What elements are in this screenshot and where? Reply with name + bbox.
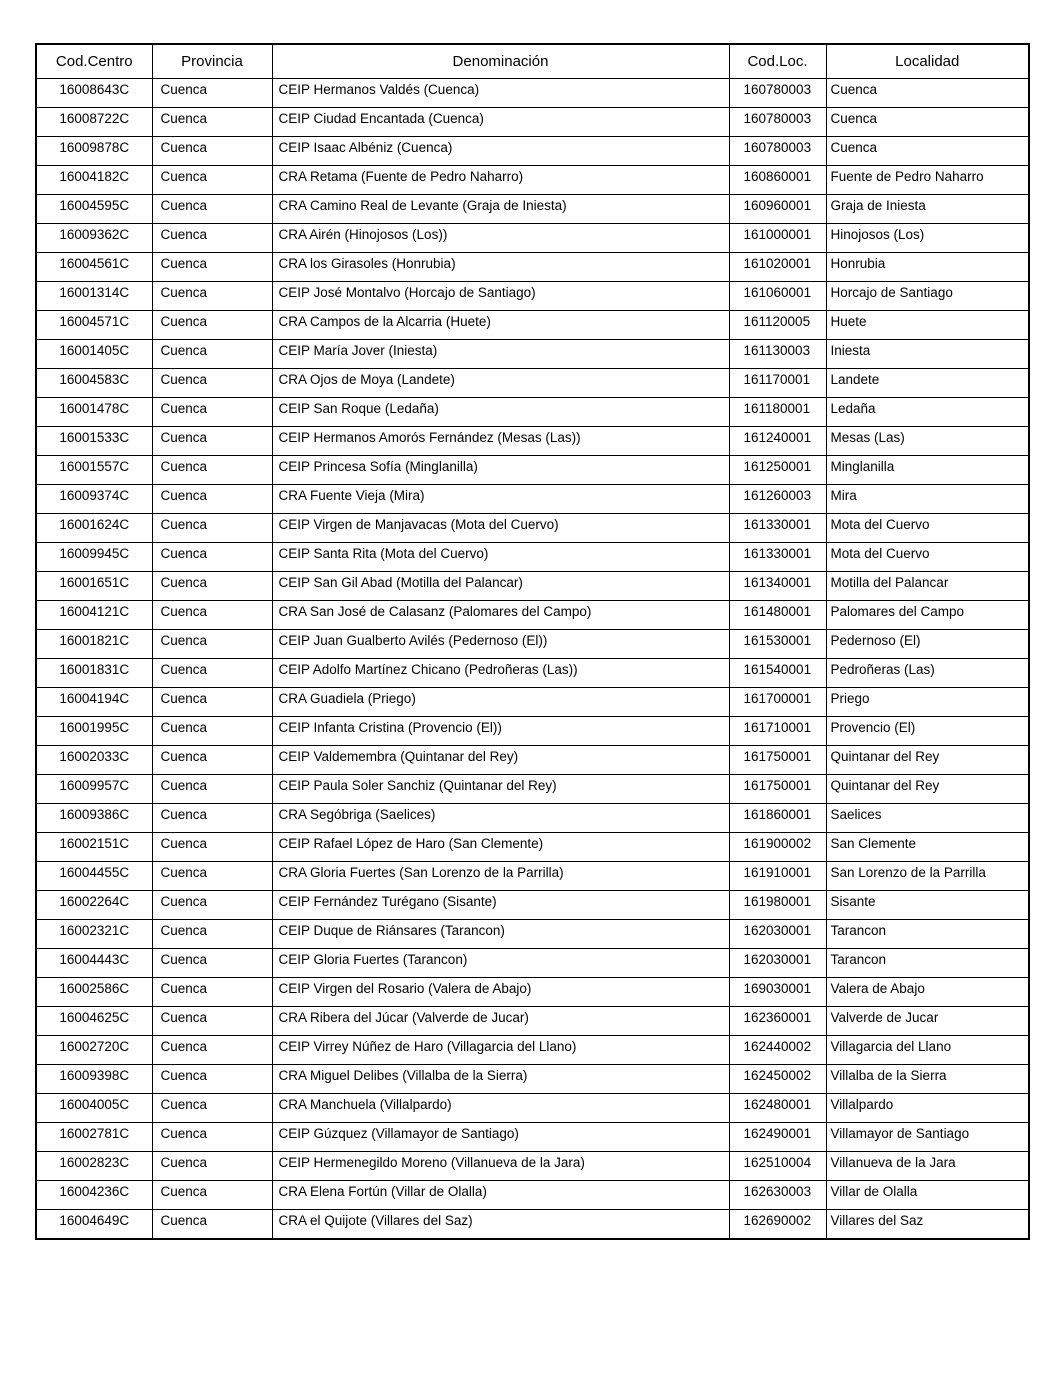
cell-denominacion: CEIP Gloria Fuertes (Tarancon): [272, 949, 729, 978]
cell-localidad: Palomares del Campo: [826, 601, 1029, 630]
cell-cod-loc: 161710001: [729, 717, 826, 746]
cell-localidad: Mota del Cuervo: [826, 514, 1029, 543]
cell-denominacion: CRA Campos de la Alcarria (Huete): [272, 311, 729, 340]
cell-denominacion: CEIP Hermanos Amorós Fernández (Mesas (Las)): [272, 427, 729, 456]
cell-provincia: Cuenca: [152, 572, 272, 601]
cell-localidad: Huete: [826, 311, 1029, 340]
cell-localidad: Fuente de Pedro Naharro: [826, 166, 1029, 195]
table-row: [36, 891, 1029, 920]
table-row: [36, 166, 1029, 195]
table-row: [36, 659, 1029, 688]
table-row: [36, 1094, 1029, 1123]
cell-provincia: Cuenca: [152, 108, 272, 137]
cell-cod-centro: 16001651C: [36, 572, 152, 601]
cell-provincia: Cuenca: [152, 833, 272, 862]
cell-cod-loc: 162030001: [729, 920, 826, 949]
cell-localidad: Priego: [826, 688, 1029, 717]
cell-provincia: Cuenca: [152, 920, 272, 949]
cell-cod-loc: 161330001: [729, 543, 826, 572]
table-header: [36, 44, 1029, 79]
cell-cod-centro: 16009386C: [36, 804, 152, 833]
cell-cod-centro: 16001995C: [36, 717, 152, 746]
cell-localidad: Mesas (Las): [826, 427, 1029, 456]
cell-denominacion: CEIP Juan Gualberto Avilés (Pedernoso (El)): [272, 630, 729, 659]
cell-localidad: Tarancon: [826, 920, 1029, 949]
table-row: [36, 514, 1029, 543]
cell-cod-loc: 161480001: [729, 601, 826, 630]
cell-localidad: Tarancon: [826, 949, 1029, 978]
cell-cod-centro: 16002823C: [36, 1152, 152, 1181]
cell-localidad: Pedernoso (El): [826, 630, 1029, 659]
cell-denominacion: CRA Camino Real de Levante (Graja de Iniesta): [272, 195, 729, 224]
table-row: [36, 746, 1029, 775]
cell-cod-loc: 160780003: [729, 137, 826, 166]
cell-provincia: Cuenca: [152, 514, 272, 543]
cell-cod-loc: 162630003: [729, 1181, 826, 1210]
cell-provincia: Cuenca: [152, 949, 272, 978]
cell-denominacion: CEIP Ciudad Encantada (Cuenca): [272, 108, 729, 137]
cell-cod-loc: 161530001: [729, 630, 826, 659]
cell-denominacion: CEIP Duque de Riánsares (Tarancon): [272, 920, 729, 949]
cell-localidad: Villagarcia del Llano: [826, 1036, 1029, 1065]
cell-provincia: Cuenca: [152, 1036, 272, 1065]
cell-cod-loc: 161240001: [729, 427, 826, 456]
cell-provincia: Cuenca: [152, 659, 272, 688]
cell-cod-centro: 16004182C: [36, 166, 152, 195]
cell-cod-loc: 161250001: [729, 456, 826, 485]
cell-localidad: Valverde de Jucar: [826, 1007, 1029, 1036]
table-row: [36, 543, 1029, 572]
cell-provincia: Cuenca: [152, 804, 272, 833]
cell-cod-loc: 160860001: [729, 166, 826, 195]
cell-localidad: San Lorenzo de la Parrilla: [826, 862, 1029, 891]
cell-provincia: Cuenca: [152, 1065, 272, 1094]
cell-cod-loc: 161180001: [729, 398, 826, 427]
cell-denominacion: CEIP María Jover (Iniesta): [272, 340, 729, 369]
cell-cod-loc: 161750001: [729, 775, 826, 804]
cell-localidad: Saelices: [826, 804, 1029, 833]
cell-localidad: Landete: [826, 369, 1029, 398]
cell-cod-centro: 16002321C: [36, 920, 152, 949]
cell-provincia: Cuenca: [152, 978, 272, 1007]
cell-denominacion: CRA Gloria Fuertes (San Lorenzo de la Parrilla): [272, 862, 729, 891]
cell-cod-loc: 162450002: [729, 1065, 826, 1094]
cell-denominacion: CEIP Gúzquez (Villamayor de Santiago): [272, 1123, 729, 1152]
cell-cod-loc: 161910001: [729, 862, 826, 891]
table-row: [36, 485, 1029, 514]
cell-localidad: Sisante: [826, 891, 1029, 920]
table-row: [36, 862, 1029, 891]
cell-localidad: Villalba de la Sierra: [826, 1065, 1029, 1094]
cell-localidad: Graja de Iniesta: [826, 195, 1029, 224]
cell-denominacion: CRA Elena Fortún (Villar de Olalla): [272, 1181, 729, 1210]
cell-localidad: Horcajo de Santiago: [826, 282, 1029, 311]
cell-provincia: Cuenca: [152, 543, 272, 572]
cell-cod-loc: 161020001: [729, 253, 826, 282]
cell-cod-centro: 16004121C: [36, 601, 152, 630]
cell-provincia: Cuenca: [152, 717, 272, 746]
table-row: [36, 1007, 1029, 1036]
cell-cod-loc: 162690002: [729, 1210, 826, 1239]
cell-denominacion: CRA los Girasoles (Honrubia): [272, 253, 729, 282]
cell-provincia: Cuenca: [152, 340, 272, 369]
cell-localidad: Villar de Olalla: [826, 1181, 1029, 1210]
cell-cod-centro: 16009398C: [36, 1065, 152, 1094]
cell-localidad: Honrubia: [826, 253, 1029, 282]
cell-denominacion: CEIP Paula Soler Sanchiz (Quintanar del Rey): [272, 775, 729, 804]
cell-localidad: Provencio (El): [826, 717, 1029, 746]
cell-cod-centro: 16002033C: [36, 746, 152, 775]
table-row: [36, 804, 1029, 833]
cell-provincia: Cuenca: [152, 282, 272, 311]
cell-localidad: Pedroñeras (Las): [826, 659, 1029, 688]
cell-cod-loc: 161900002: [729, 833, 826, 862]
cell-provincia: Cuenca: [152, 137, 272, 166]
table-row: [36, 572, 1029, 601]
cell-cod-centro: 16004194C: [36, 688, 152, 717]
table-row: [36, 717, 1029, 746]
cell-provincia: Cuenca: [152, 1007, 272, 1036]
cell-localidad: Valera de Abajo: [826, 978, 1029, 1007]
header-cod-centro: Cod.Centro: [36, 44, 152, 79]
cell-denominacion: CRA Guadiela (Priego): [272, 688, 729, 717]
cell-denominacion: CRA Airén (Hinojosos (Los)): [272, 224, 729, 253]
table-row: [36, 1181, 1029, 1210]
cell-cod-centro: 16004625C: [36, 1007, 152, 1036]
table-row: [36, 253, 1029, 282]
cell-localidad: Villalpardo: [826, 1094, 1029, 1123]
cell-cod-centro: 16002720C: [36, 1036, 152, 1065]
cell-cod-centro: 16008643C: [36, 79, 152, 108]
cell-cod-loc: 161540001: [729, 659, 826, 688]
header-row: [36, 44, 1029, 79]
cell-cod-loc: 169030001: [729, 978, 826, 1007]
table-body: [36, 79, 1029, 1239]
cell-cod-loc: 161980001: [729, 891, 826, 920]
table-row: [36, 398, 1029, 427]
cell-provincia: Cuenca: [152, 79, 272, 108]
cell-localidad: Cuenca: [826, 79, 1029, 108]
cell-cod-centro: 16009957C: [36, 775, 152, 804]
cell-cod-centro: 16004443C: [36, 949, 152, 978]
cell-denominacion: CRA Ojos de Moya (Landete): [272, 369, 729, 398]
cell-provincia: Cuenca: [152, 398, 272, 427]
table-row: [36, 195, 1029, 224]
table-row: [36, 427, 1029, 456]
table-row: [36, 1065, 1029, 1094]
cell-denominacion: CEIP Fernández Turégano (Sisante): [272, 891, 729, 920]
cell-cod-centro: 16001557C: [36, 456, 152, 485]
cell-localidad: Motilla del Palancar: [826, 572, 1029, 601]
cell-provincia: Cuenca: [152, 862, 272, 891]
cell-cod-loc: 162510004: [729, 1152, 826, 1181]
cell-localidad: Hinojosos (Los): [826, 224, 1029, 253]
cell-cod-centro: 16004236C: [36, 1181, 152, 1210]
cell-cod-centro: 16008722C: [36, 108, 152, 137]
cell-provincia: Cuenca: [152, 166, 272, 195]
cell-provincia: Cuenca: [152, 1094, 272, 1123]
cell-cod-centro: 16001821C: [36, 630, 152, 659]
cell-localidad: San Clemente: [826, 833, 1029, 862]
cell-cod-loc: 161340001: [729, 572, 826, 601]
cell-provincia: Cuenca: [152, 746, 272, 775]
table-row: [36, 108, 1029, 137]
cell-denominacion: CEIP Virrey Núñez de Haro (Villagarcia del Llano): [272, 1036, 729, 1065]
cell-provincia: Cuenca: [152, 1123, 272, 1152]
cell-denominacion: CEIP Hermenegildo Moreno (Villanueva de la Jara): [272, 1152, 729, 1181]
table-row: [36, 688, 1029, 717]
cell-denominacion: CRA el Quijote (Villares del Saz): [272, 1210, 729, 1239]
cell-cod-loc: 161330001: [729, 514, 826, 543]
cell-cod-loc: 161130003: [729, 340, 826, 369]
table-row: [36, 630, 1029, 659]
header-provincia: Provincia: [152, 44, 272, 79]
cell-provincia: Cuenca: [152, 456, 272, 485]
cell-denominacion: CEIP Rafael López de Haro (San Clemente): [272, 833, 729, 862]
cell-localidad: Cuenca: [826, 108, 1029, 137]
cell-localidad: Ledaña: [826, 398, 1029, 427]
cell-provincia: Cuenca: [152, 601, 272, 630]
table-row: [36, 775, 1029, 804]
cell-cod-loc: 161000001: [729, 224, 826, 253]
table-row: [36, 1152, 1029, 1181]
cell-denominacion: CRA Miguel Delibes (Villalba de la Sierra): [272, 1065, 729, 1094]
header-cod-loc: Cod.Loc.: [729, 44, 826, 79]
cell-provincia: Cuenca: [152, 485, 272, 514]
cell-denominacion: CRA San José de Calasanz (Palomares del Campo): [272, 601, 729, 630]
cell-provincia: Cuenca: [152, 369, 272, 398]
cell-localidad: Mira: [826, 485, 1029, 514]
cell-provincia: Cuenca: [152, 195, 272, 224]
table-row: [36, 920, 1029, 949]
cell-cod-centro: 16002586C: [36, 978, 152, 1007]
table-row: [36, 1210, 1029, 1239]
cell-cod-loc: 160960001: [729, 195, 826, 224]
cell-provincia: Cuenca: [152, 688, 272, 717]
cell-denominacion: CEIP Santa Rita (Mota del Cuervo): [272, 543, 729, 572]
cell-denominacion: CEIP Valdemembra (Quintanar del Rey): [272, 746, 729, 775]
table-row: [36, 369, 1029, 398]
cell-cod-loc: 161170001: [729, 369, 826, 398]
table-row: [36, 340, 1029, 369]
cell-cod-loc: 162480001: [729, 1094, 826, 1123]
cell-cod-centro: 16009374C: [36, 485, 152, 514]
cell-denominacion: CEIP Princesa Sofía (Minglanilla): [272, 456, 729, 485]
cell-cod-loc: 161060001: [729, 282, 826, 311]
cell-cod-centro: 16001624C: [36, 514, 152, 543]
cell-cod-centro: 16001831C: [36, 659, 152, 688]
cell-denominacion: CRA Retama (Fuente de Pedro Naharro): [272, 166, 729, 195]
cell-cod-loc: 162360001: [729, 1007, 826, 1036]
cell-denominacion: CEIP San Gil Abad (Motilla del Palancar): [272, 572, 729, 601]
cell-provincia: Cuenca: [152, 775, 272, 804]
table-row: [36, 224, 1029, 253]
table-row: [36, 282, 1029, 311]
cell-provincia: Cuenca: [152, 1152, 272, 1181]
cell-cod-loc: 160780003: [729, 108, 826, 137]
cell-denominacion: CEIP Adolfo Martínez Chicano (Pedroñeras (Las)): [272, 659, 729, 688]
table-row: [36, 978, 1029, 1007]
cell-cod-centro: 16001533C: [36, 427, 152, 456]
cell-cod-loc: 161260003: [729, 485, 826, 514]
header-localidad: Localidad: [826, 44, 1029, 79]
cell-localidad: Villanueva de la Jara: [826, 1152, 1029, 1181]
cell-cod-loc: 161700001: [729, 688, 826, 717]
cell-denominacion: CEIP Virgen del Rosario (Valera de Abajo): [272, 978, 729, 1007]
cell-cod-centro: 16002264C: [36, 891, 152, 920]
cell-denominacion: CEIP Infanta Cristina (Provencio (El)): [272, 717, 729, 746]
cell-cod-loc: 162440002: [729, 1036, 826, 1065]
table-row: [36, 456, 1029, 485]
cell-cod-loc: 162030001: [729, 949, 826, 978]
schools-table-sheet: [35, 43, 1028, 1240]
cell-provincia: Cuenca: [152, 1181, 272, 1210]
table-row: [36, 311, 1029, 340]
cell-cod-centro: 16001478C: [36, 398, 152, 427]
schools-table: [35, 43, 1030, 1240]
cell-cod-centro: 16004649C: [36, 1210, 152, 1239]
cell-cod-centro: 16004583C: [36, 369, 152, 398]
cell-denominacion: CRA Segóbriga (Saelices): [272, 804, 729, 833]
cell-cod-centro: 16004561C: [36, 253, 152, 282]
cell-denominacion: CRA Ribera del Júcar (Valverde de Jucar): [272, 1007, 729, 1036]
table-row: [36, 79, 1029, 108]
cell-localidad: Quintanar del Rey: [826, 746, 1029, 775]
cell-provincia: Cuenca: [152, 253, 272, 282]
cell-cod-centro: 16009945C: [36, 543, 152, 572]
table-row: [36, 1123, 1029, 1152]
cell-localidad: Quintanar del Rey: [826, 775, 1029, 804]
cell-cod-centro: 16004595C: [36, 195, 152, 224]
table-row: [36, 833, 1029, 862]
cell-localidad: Minglanilla: [826, 456, 1029, 485]
cell-cod-centro: 16004005C: [36, 1094, 152, 1123]
cell-provincia: Cuenca: [152, 891, 272, 920]
cell-cod-centro: 16002781C: [36, 1123, 152, 1152]
cell-cod-loc: 162490001: [729, 1123, 826, 1152]
cell-localidad: Cuenca: [826, 137, 1029, 166]
cell-cod-loc: 161750001: [729, 746, 826, 775]
cell-cod-centro: 16009362C: [36, 224, 152, 253]
cell-cod-centro: 16001314C: [36, 282, 152, 311]
cell-denominacion: CEIP Isaac Albéniz (Cuenca): [272, 137, 729, 166]
cell-denominacion: CEIP San Roque (Ledaña): [272, 398, 729, 427]
cell-cod-loc: 161120005: [729, 311, 826, 340]
header-denominacion: Denominación: [272, 44, 729, 79]
table-row: [36, 137, 1029, 166]
cell-provincia: Cuenca: [152, 1210, 272, 1239]
cell-provincia: Cuenca: [152, 427, 272, 456]
cell-denominacion: CRA Manchuela (Villalpardo): [272, 1094, 729, 1123]
cell-localidad: Villares del Saz: [826, 1210, 1029, 1239]
table-row: [36, 601, 1029, 630]
cell-cod-centro: 16001405C: [36, 340, 152, 369]
cell-denominacion: CEIP Hermanos Valdés (Cuenca): [272, 79, 729, 108]
cell-denominacion: CEIP Virgen de Manjavacas (Mota del Cuervo): [272, 514, 729, 543]
cell-cod-centro: 16004455C: [36, 862, 152, 891]
cell-provincia: Cuenca: [152, 224, 272, 253]
cell-localidad: Villamayor de Santiago: [826, 1123, 1029, 1152]
cell-localidad: Iniesta: [826, 340, 1029, 369]
cell-cod-centro: 16002151C: [36, 833, 152, 862]
cell-cod-loc: 161860001: [729, 804, 826, 833]
table-row: [36, 949, 1029, 978]
cell-denominacion: CRA Fuente Vieja (Mira): [272, 485, 729, 514]
table-row: [36, 1036, 1029, 1065]
cell-cod-centro: 16004571C: [36, 311, 152, 340]
cell-denominacion: CEIP José Montalvo (Horcajo de Santiago): [272, 282, 729, 311]
cell-cod-loc: 160780003: [729, 79, 826, 108]
cell-provincia: Cuenca: [152, 311, 272, 340]
cell-provincia: Cuenca: [152, 630, 272, 659]
cell-localidad: Mota del Cuervo: [826, 543, 1029, 572]
cell-cod-centro: 16009878C: [36, 137, 152, 166]
